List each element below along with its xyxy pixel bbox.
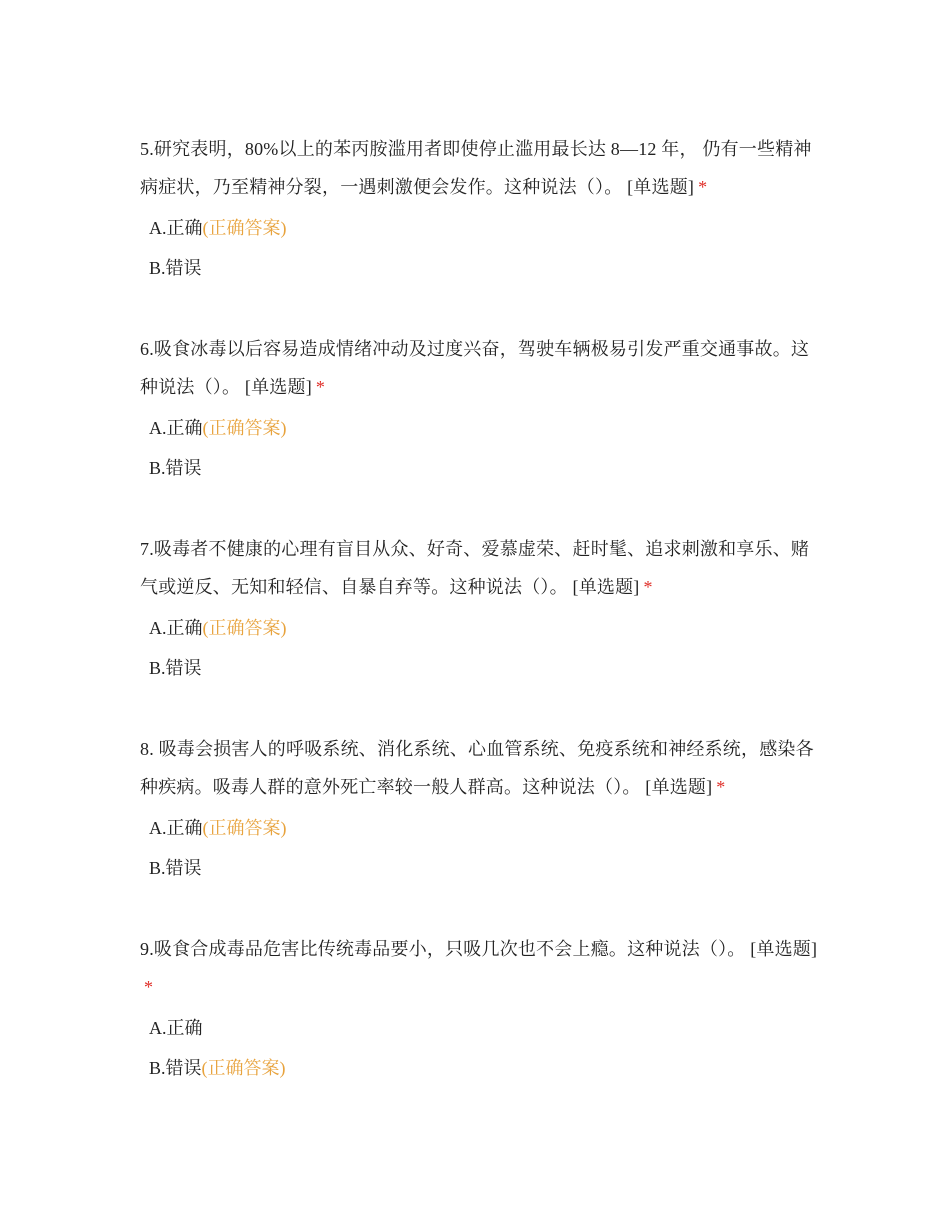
required-mark: * xyxy=(698,177,708,197)
question-text xyxy=(140,930,820,1006)
option-a[interactable] xyxy=(149,216,820,240)
question-text xyxy=(140,130,820,206)
question-5-text: 5.研究表明，80%以上的苯丙胺滥用者即使停止滥用最长达 8—12 年， 仍有一些精神病症状，乃至精神分裂，一遇刺激便会发作。这种说法（）。 [单选题] xyxy=(140,139,812,197)
question-text xyxy=(140,530,820,606)
question-6-text: 6.吸食冰毒以后容易造成情绪冲动及过度兴奋，驾驶车辆极易引发严重交通事故。这种说法（）。 [单选题] xyxy=(140,339,810,397)
option-label: A.正确 xyxy=(149,418,203,438)
option-a[interactable] xyxy=(149,416,820,440)
required-mark: * xyxy=(315,377,326,397)
option-b[interactable] xyxy=(149,856,820,880)
correct-answer-note: (正确答案) xyxy=(202,418,287,438)
option-b[interactable] xyxy=(149,456,820,480)
question-text xyxy=(140,330,820,406)
option-a[interactable] xyxy=(149,816,820,840)
option-label: A.正确 xyxy=(149,218,203,238)
question-5 xyxy=(140,130,820,280)
correct-answer-note: (正确答案) xyxy=(201,1058,286,1078)
question-9 xyxy=(140,930,820,1080)
question-9-text: 9.吸食合成毒品危害比传统毒品要小，只吸几次也不会上瘾。这种说法（）。 [单选题] xyxy=(140,939,818,959)
question-6 xyxy=(140,330,820,480)
question-8-text: 8. 吸毒会损害人的呼吸系统、消化系统、心血管系统、免疫系统和神经系统，感染各种疾病。吸毒人群的意外死亡率较一般人群高。这种说法（）。 [单选题] xyxy=(140,739,814,797)
option-a[interactable] xyxy=(149,616,820,640)
question-7-text: 7.吸毒者不健康的心理有盲目从众、好奇、爱慕虚荣、赶时髦、追求刺激和享乐、赌气或逆反、无知和轻信、自暴自弃等。这种说法（）。 [单选题] xyxy=(140,539,810,597)
correct-answer-note: (正确答案) xyxy=(202,618,287,638)
required-mark: * xyxy=(716,777,726,797)
required-mark: * xyxy=(643,577,653,597)
option-b[interactable] xyxy=(149,256,820,280)
option-label: B.错误 xyxy=(149,258,202,278)
option-label: A.正确 xyxy=(149,1018,203,1038)
option-label: B.错误 xyxy=(149,458,202,478)
option-label: A.正确 xyxy=(149,818,203,838)
option-label: B.错误 xyxy=(149,858,202,878)
option-label: B.错误 xyxy=(149,1058,202,1078)
question-7 xyxy=(140,530,820,680)
option-b[interactable] xyxy=(149,1056,820,1080)
question-text xyxy=(140,730,820,806)
option-b[interactable] xyxy=(149,656,820,680)
option-label: B.错误 xyxy=(149,658,202,678)
question-8 xyxy=(140,730,820,880)
correct-answer-note: (正确答案) xyxy=(202,818,287,838)
required-mark: * xyxy=(144,977,154,997)
option-label: A.正确 xyxy=(149,618,203,638)
option-a[interactable] xyxy=(149,1016,820,1040)
correct-answer-note: (正确答案) xyxy=(202,218,287,238)
